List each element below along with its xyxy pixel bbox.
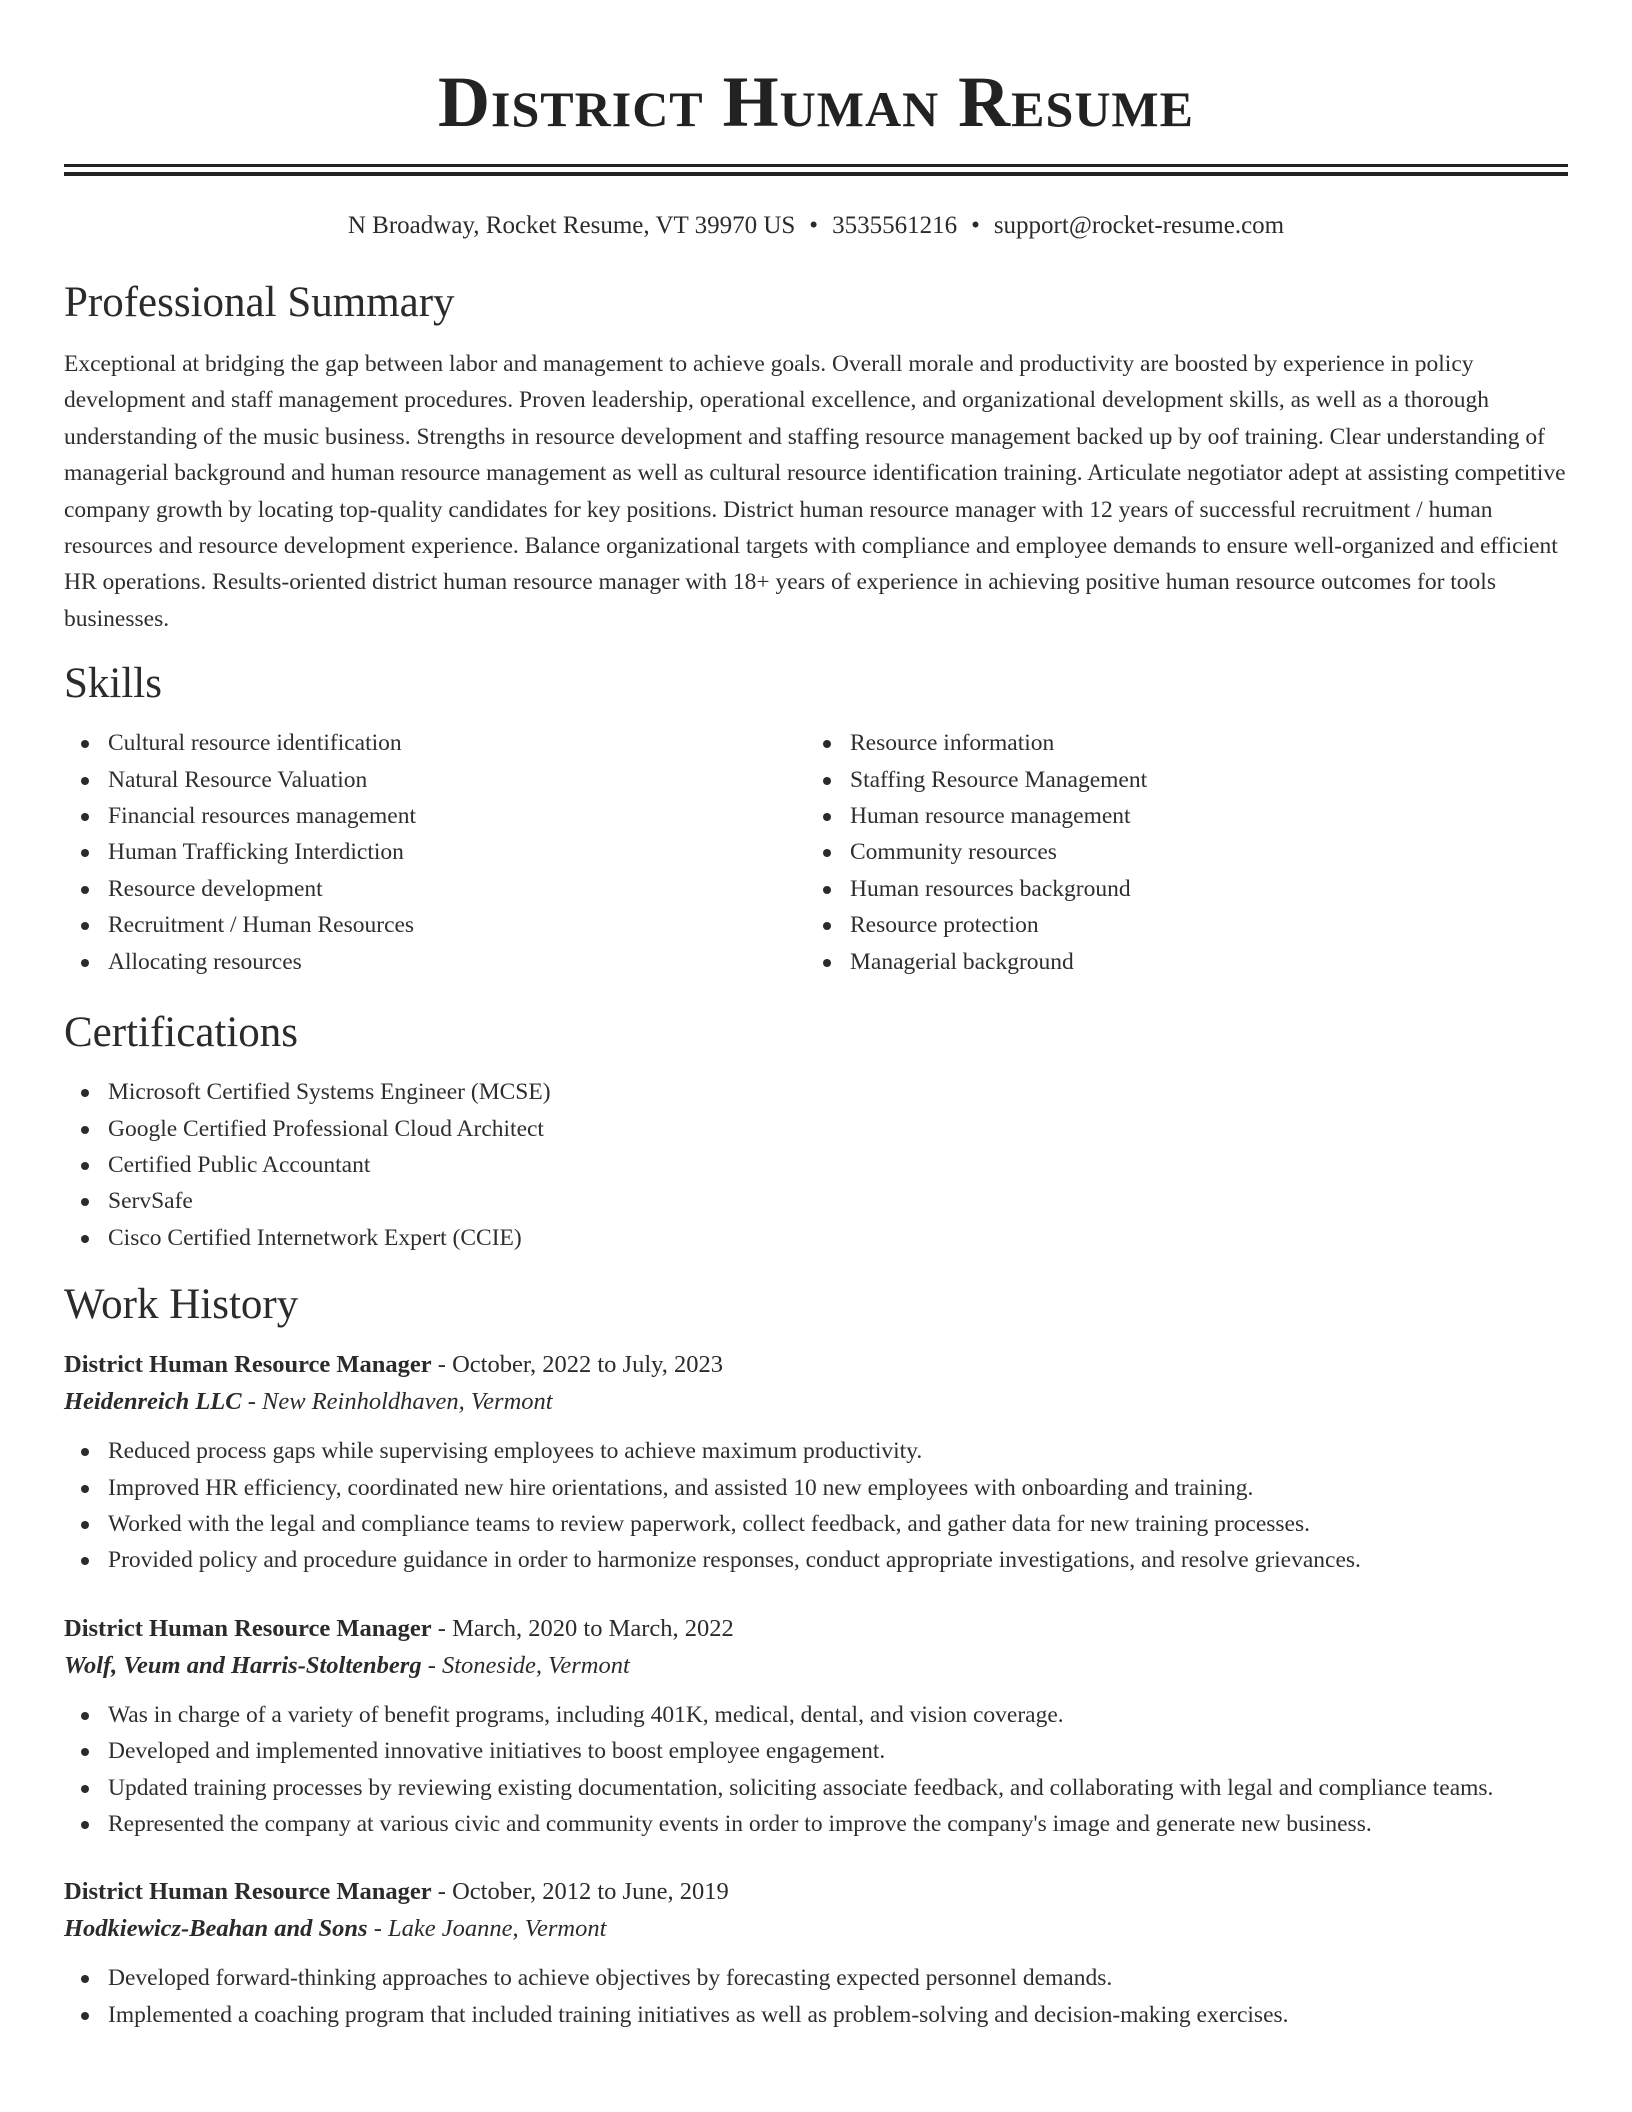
job-dash: - [431,1614,453,1642]
resume-title: District Human Resume [438,62,1194,142]
job-company: Heidenreich LLC [64,1388,242,1416]
job-bullet: Developed and implemented innovative initiatives to boost employee engagement. [64,1733,1568,1769]
resume-page [64,0,1568,2033]
job-dash: - [431,1878,453,1906]
skill-item: Cultural resource identification [64,725,806,761]
job-title-line [64,1611,1568,1647]
job-dash: - [431,1351,453,1379]
skill-item: Human resource management [806,798,1548,834]
contact-address: N Broadway, Rocket Resume, VT 39970 US [347,212,796,239]
job-company: Hodkiewicz-Beahan and Sons [64,1915,368,1943]
skills-heading: Skills [64,660,162,708]
contact-separator: • [971,212,980,239]
contact-separator: • [809,212,819,239]
job-title: District Human Resource Manager [64,1878,432,1906]
certification-item: Google Certified Professional Cloud Architect [64,1111,1568,1147]
job-bullets [64,1960,1568,2033]
job-company-line [64,1647,1568,1685]
job-entry [64,1347,1568,1579]
skill-item: Staffing Resource Management [806,762,1548,798]
job-company-line [64,1910,1568,1948]
skill-item: Resource development [64,871,806,907]
job-bullet: Worked with the legal and compliance teams to review paperwork, collect feedback, and gather data for new training processes. [64,1506,1568,1542]
title-divider-top [64,164,1568,167]
skills-column-right [806,725,1548,980]
work-history-heading: Work History [64,1281,299,1329]
job-company: Wolf, Veum and Harris-Stoltenberg [64,1651,422,1679]
job-bullet: Represented the company at various civic and community events in order to improve the company's image and generate new business. [64,1806,1568,1842]
skill-item: Allocating resources [64,944,806,980]
skill-item: Recruitment / Human Resources [64,907,806,943]
job-dates: October, 2012 to June, 2019 [452,1878,729,1906]
job-location: New Reinholdhaven, Vermont [262,1388,553,1416]
contact-email: support@rocket-resume.com [993,212,1285,239]
certification-item: Cisco Certified Internetwork Expert (CCIE) [64,1220,1568,1256]
job-dash: - [367,1915,389,1943]
job-title-line [64,1874,1568,1910]
job-location: Stoneside, Vermont [442,1651,630,1679]
skill-item: Human Trafficking Interdiction [64,834,806,870]
summary-text: Exceptional at bridging the gap between labor and management to achieve goals. Overall morale and productivity are boosted by experience in policy development and staff management procedures. Proven leadership, operational excellence, and organizational development skills, as well as a thorough understanding of the music business. Strengths in resource development and staffing resource management backed up by oof training. Clear understanding of managerial background and human resource management as well as cultural resource identification training. Articulate negotiator adept at assisting competitive company growth by locating top-quality candidates for key positions. District human resource manager with 12 years of successful recruitment / human resources and resource development experience. Balance organizational targets with compliance and employee demands to ensure well-organized and efficient HR operations. Results-oriented district human resource manager with 18+ years of experience in achieving positive human resource outcomes for tools businesses. [64,351,1566,632]
skill-item: Human resources background [806,871,1548,907]
job-dates: October, 2022 to July, 2023 [452,1351,724,1379]
skill-item: Natural Resource Valuation [64,762,806,798]
certification-item: Microsoft Certified Systems Engineer (MCSE) [64,1074,1568,1110]
job-bullet: Improved HR efficiency, coordinated new hire orientations, and assisted 10 new employees with onboarding and training. [64,1470,1568,1506]
summary-heading: Professional Summary [64,279,455,326]
job-bullet: Reduced process gaps while supervising employees to achieve maximum productivity. [64,1433,1568,1469]
job-bullets [64,1697,1568,1843]
skill-item: Financial resources management [64,798,806,834]
job-dates: March, 2020 to March, 2022 [452,1614,734,1642]
job-bullet: Was in charge of a variety of benefit programs, including 401K, medical, dental, and vision coverage. [64,1697,1568,1733]
job-entry [64,1611,1568,1843]
job-company-line [64,1383,1568,1421]
certifications-list [64,1074,1568,1256]
job-bullet: Updated training processes by reviewing existing documentation, soliciting associate feedback, and collaborating with legal and compliance teams. [64,1770,1568,1806]
job-entry [64,1874,1568,2033]
contact-phone: 3535561216 [832,212,958,239]
job-bullet: Implemented a coaching program that included training initiatives as well as problem-solving and decision-making exercises. [64,1997,1568,2033]
title-divider-bottom [64,172,1568,176]
job-title-line [64,1347,1568,1383]
skill-item: Resource protection [806,907,1548,943]
job-bullet: Developed forward-thinking approaches to achieve objectives by forecasting expected personnel demands. [64,1960,1568,1996]
skill-item: Resource information [806,725,1548,761]
job-title: District Human Resource Manager [64,1614,432,1642]
job-dash: - [241,1388,263,1416]
certification-item: Certified Public Accountant [64,1147,1568,1183]
skills-column-left [64,725,806,980]
skill-item: Community resources [806,834,1548,870]
job-dash: - [421,1651,442,1679]
skill-item: Managerial background [806,944,1548,980]
job-bullet: Provided policy and procedure guidance in order to harmonize responses, conduct appropriate investigations, and resolve grievances. [64,1542,1568,1578]
job-bullets [64,1433,1568,1579]
skills-list [64,725,1568,980]
contact-line [64,210,1568,242]
certifications-heading: Certifications [64,1009,299,1057]
job-title: District Human Resource Manager [64,1351,432,1379]
job-location: Lake Joanne, Vermont [388,1915,607,1943]
certification-item: ServSafe [64,1183,1568,1219]
